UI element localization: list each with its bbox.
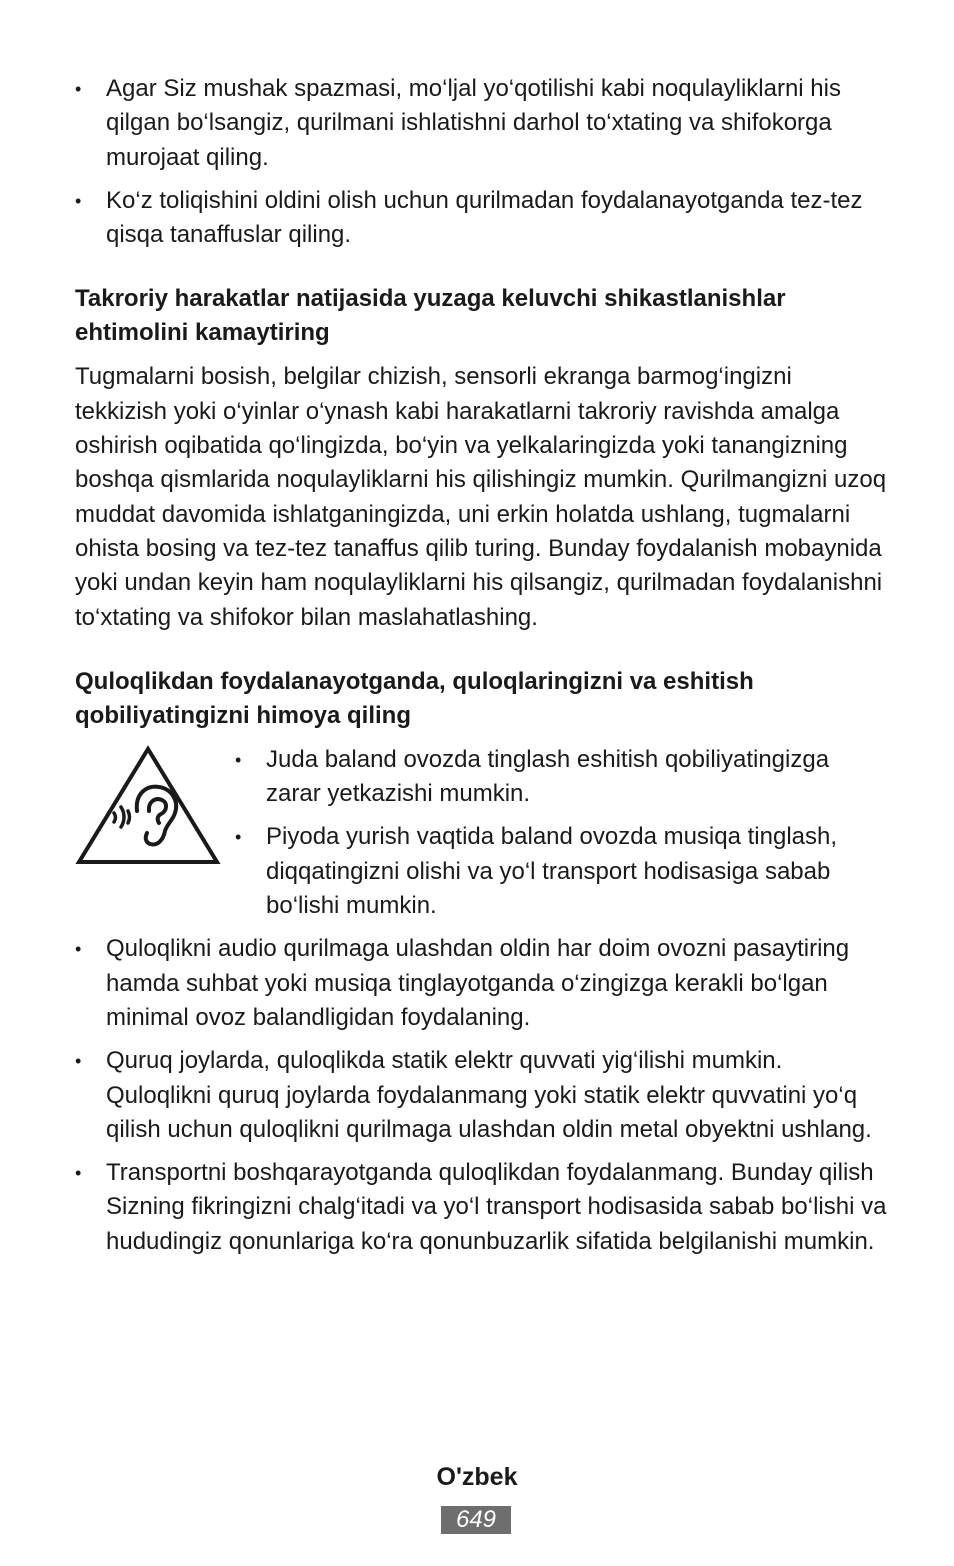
list-item: • Ko‘z toliqishini oldini olish uchun qurilmadan foydalanayotganda tez-tez qisqa tanaffuslar qiling. bbox=[75, 184, 887, 253]
section-heading-hearing: Quloqlikdan foydalanayotganda, quloqlaringizni va eshitish qobiliyatingizni himoya qiling bbox=[75, 667, 754, 729]
section-body-repetitive-motion: Tugmalarni bosish, belgilar chizish, sensorli ekranga barmog‘ingizni tekkizish yoki o‘yinlar o‘ynash kabi harakatlarni takroriy ravishda amalga oshirish oqibatida qo‘lingizda, bo‘yin va yelkalaringizda yoki tanangizning boshqa qismlarida noqulayliklarni his qilishingiz mumkin. Qurilmangizni uzoq muddat davomida ishlatganingizda, uni erkin holatda ushlang, tugmalarni ohista bosing va tez-tez tanaffus qilib turing. Bunday foydalanish mobaynida yoki undan keyin ham noqulayliklarni his qilsangiz, qurilmadan foydalanishni to‘xtating va shifokor bilan maslahatlashing. bbox=[75, 363, 887, 631]
section-heading-repetitive-motion: Takroriy harakatlar natijasida yuzaga keluvchi shikastlanishlar ehtimolini kamaytiring bbox=[75, 285, 786, 347]
list-item: • Juda baland ovozda tinglash eshitish qobiliyatingizga zarar yetkazishi mumkin. bbox=[235, 743, 887, 812]
list-item: • Quruq joylarda, quloqlikda statik elektr quvvati yig‘ilishi mumkin. Quloqlikni quruq joylarda foydalanmang yoki statik elektr quvvatini yo‘q qilish uchun quloqlikni qurilmaga ulashdan oldin metal obyektni ushlang. bbox=[75, 1044, 887, 1147]
hearing-bullet-list bbox=[75, 932, 887, 1259]
hearing-warning-block bbox=[75, 743, 887, 932]
list-item: • Transportni boshqarayotganda quloqlikdan foydalanmang. Bunday qilish Sizning fikringizni chalg‘itadi va yo‘l transport hodisasida sabab bo‘lishi va hududingiz qonunlariga ko‘ra qonunbuzarlik sifatida belgilanishi mumkin. bbox=[75, 1156, 887, 1259]
hearing-warning-icon bbox=[75, 745, 221, 865]
footer-language: O'zbek bbox=[436, 1463, 518, 1491]
intro-bullet-list bbox=[75, 72, 887, 252]
page-content bbox=[75, 72, 887, 1268]
list-item: • Piyoda yurish vaqtida baland ovozda musiqa tinglash, diqqatingizni olishi va yo‘l transport hodisasiga sabab bo‘lishi mumkin. bbox=[235, 820, 887, 923]
page-number: 649 bbox=[441, 1506, 511, 1534]
list-item: • Agar Siz mushak spazmasi, mo‘ljal yo‘qotilishi kabi noqulayliklarni his qilgan bo‘lsangiz, qurilmani ishlatishni darhol to‘xtating va shifokorga murojaat qiling. bbox=[75, 72, 887, 175]
hearing-icon-bullet-list bbox=[235, 743, 887, 932]
list-item: • Quloqlikni audio qurilmaga ulashdan oldin har doim ovozni pasaytiring hamda suhbat yoki musiqa tinglayotganda o‘zingizga kerakli bo‘lgan minimal ovoz balandligidan foydalaning. bbox=[75, 932, 887, 1035]
